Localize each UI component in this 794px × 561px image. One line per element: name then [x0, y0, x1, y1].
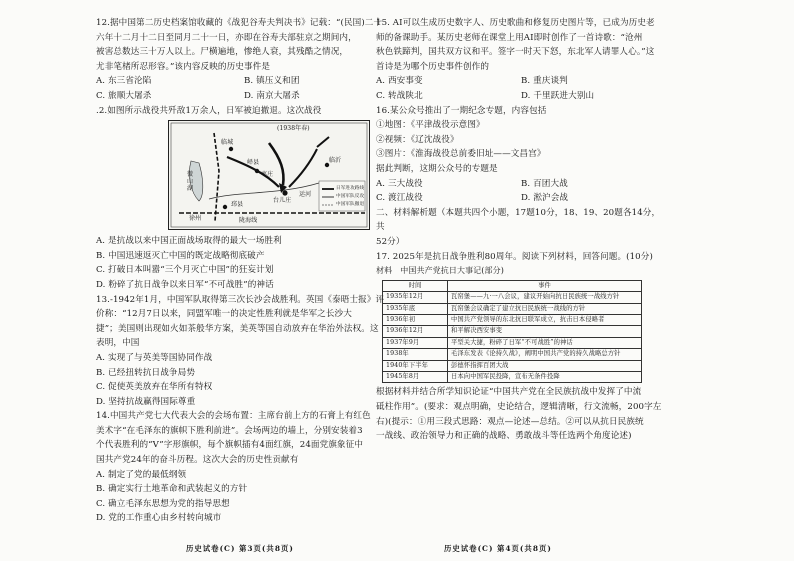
question-18: [376, 250, 666, 444]
railway-line: [214, 133, 219, 221]
question-18-prompt-line: 砥柱作用”。(要求：观点明确，史论结合，逻辑清晰，行文流畅，200字左: [376, 401, 662, 412]
question-17-item: ②视频：《辽沈战役》: [376, 134, 459, 145]
option-c: C. 转战陕北: [376, 90, 423, 101]
table-row: [383, 337, 642, 348]
option-a: A. 三大战役: [376, 178, 423, 189]
attack-arrow: [289, 149, 317, 187]
map-legend-item: 日军进攻路线: [336, 186, 365, 192]
table-cell-time: 1940年下半年: [383, 360, 448, 371]
table-cell-time: 1937年9月: [383, 337, 448, 348]
question-13-stem-line: .2.如图所示战役共歼敌1万余人，日军被迫撤退。这次战役: [96, 105, 322, 116]
table-cell-event: 平型关大捷，粉碎了日军“不可战胜”的神话: [448, 337, 642, 348]
map-town-label: 枣庄: [261, 171, 274, 179]
table-cell-event: 彭德怀指挥百团大战: [448, 360, 642, 371]
table-cell-time: 1938年: [383, 349, 448, 360]
question-14: [96, 293, 392, 410]
question-12-stem-line: 12.据中国第二历史档案馆收藏的《战犯谷寿夫判决书》记载：“(民国)二十: [96, 18, 383, 28]
question-14-stem-line: 捷”；美国则出现如火如茶般华方案，美英等国自动放弃在华治外法权。这: [96, 323, 379, 334]
question-14-stem-line: 13.-1942年1月，中国军队取得第三次长沙会战胜利。英国《泰晤士报》评: [96, 294, 385, 305]
question-16-stem-line: 首诗是为哪个历史事件创作的: [376, 61, 490, 72]
table-cell-event: 毛泽东发表《论持久战》，阐明中国共产党的持久战略总方针: [448, 349, 642, 360]
table-row: [383, 326, 642, 337]
question-12-stem-line: 尤非笔楮所忍形容。”该内容反映的历史事件是: [96, 61, 271, 72]
table-row: [383, 371, 642, 382]
option-a: A. 东三省沦陷: [96, 76, 152, 87]
option-a: A. 西安事变: [376, 76, 423, 87]
table-cell-time: 1936年12月: [383, 326, 448, 337]
option-c: C. 渡江战役: [376, 193, 423, 204]
table-row: [383, 314, 642, 325]
map-canal-label: 运河: [299, 191, 312, 199]
map-legend-item: 中国军队撤退: [336, 202, 365, 208]
option-c: C. 确立毛泽东思想为党的指导思想: [96, 498, 230, 509]
option-a: A. 是抗战以来中国正面战场取得的最大一场胜利: [96, 236, 282, 247]
question-15-stem-line: 国共产党24年的奋斗历程。这次大会的历史性贡献有: [96, 455, 299, 466]
question-16-stem-line: 秋色铁蹄判，国共双方议和平。签字一时天下怒，东北军人请罪人心。”这: [376, 47, 655, 58]
table-row: [383, 292, 642, 303]
question-12-options: [96, 74, 392, 103]
option-c: C. 促使英美放弃在华所有特权: [96, 382, 213, 393]
question-12-stem-line: 被害总数达三十万人以上。尸横遍地，惨绝人衰，其残酷之情况，: [96, 47, 349, 58]
table-cell-time: 1945年8月: [383, 371, 448, 382]
map-town-label: 峄县: [247, 159, 260, 167]
table-row: [383, 349, 642, 360]
map-town-label: 临沂: [329, 157, 342, 165]
table-cell-event: 瓦窑堡——九·一八会议，建议开始向抗日民族统一战线方针: [448, 292, 642, 303]
right-column: [376, 16, 666, 444]
question-17: [376, 104, 666, 206]
question-18-prompt-line: 右)(提示：①用三段式思路：观点—论述—总结。②可以从抗日民族统: [376, 416, 644, 427]
question-16-stem-line: 15. AI可以生成历史数字人、历史歌曲和修复历史图片等，已成为历史老: [376, 18, 655, 28]
map-legend-item: 中国军队反攻: [336, 194, 365, 200]
page-footer-right: 历史试卷(C) 第4页(共8页): [444, 544, 552, 553]
option-a: A. 制定了党的最低纲领: [96, 469, 187, 480]
option-b: B. 中国迅速返灭亡中国的既定战略彻底破产: [96, 250, 265, 261]
option-d: D. 千里跃进大别山: [521, 90, 595, 101]
option-b: B. 重庆谈判: [521, 76, 568, 87]
table-cell-event: 日本向中国军民投降，宣布无条件投降: [448, 371, 642, 382]
question-17-item: ①地图：《平津战役示意图》: [376, 120, 485, 131]
question-12: [96, 16, 392, 104]
question-15-stem-line: 个代表胜利的“V”字形旗帜，每个旗帜插有4面红旗，24面党旗象征中: [96, 440, 364, 451]
question-17-options: [376, 177, 666, 206]
option-d: D. 南京大屠杀: [244, 90, 300, 101]
table-cell-event: 和平解决西安事变: [448, 326, 642, 337]
question-17-item: ③图片：《淮海战役总前委旧址——文昌宫》: [376, 149, 546, 160]
map-town-label: 徐州: [189, 215, 202, 223]
table-cell-time: 1936年初: [383, 314, 448, 325]
option-d: D. 坚持抗战赢得国际尊重: [96, 396, 196, 407]
section-heading-line: 二、材料解析题（本题共四个小题，17题10分，18、19、20题各14分，共: [376, 207, 661, 233]
table-row: [383, 303, 642, 314]
option-d: D. 党的工作重心由乡村转向城市: [96, 513, 222, 524]
option-c: C. 旅顺大屠杀: [96, 90, 152, 101]
table-cell-time: 1935年底: [383, 303, 448, 314]
option-b: B. 确定实行土地革命和武装起义的方针: [96, 484, 248, 495]
question-16-stem-line: 师的备课助手。某历史老师在课堂上用AI即时创作了一首诗歌：“沧州: [376, 32, 643, 43]
question-18-prompt-line: 一战线、政治领导力和正确的战略、勇敢战斗等任选两个角度论述): [376, 431, 632, 442]
events-table: [382, 280, 642, 384]
table-row: [383, 360, 642, 371]
option-b: B. 百团大战: [521, 178, 568, 189]
question-15-stem-line: 14.中国共产党七大代表大会的会场布置：主席台前上方的石膏上有红色: [96, 411, 371, 422]
question-14-stem-line: 价称：“12月7日以来，同盟军唯一的决定性胜利就是华军之长沙大: [96, 309, 352, 320]
map-town-label: 台儿庄: [273, 197, 292, 205]
section-heading-line: 52分）: [376, 236, 405, 247]
question-18-prompt-line: 根据材料并结合所学知识论证“中国共产党在全民族抗战中发挥了中流: [376, 387, 642, 398]
map-year-label: (1938年春): [277, 125, 310, 133]
table-cell-event: 中国共产党领导的东北抗日联军成立，抗击日本侵略者: [448, 314, 642, 325]
section-2-heading: [376, 206, 666, 250]
map-railway-label: 陇海线: [239, 217, 258, 225]
table-cell-time: 1935年12月: [383, 292, 448, 303]
page-footer-left: 历史试卷(C) 第3页(共8页): [186, 544, 294, 553]
map-lake-label: 微山湖: [187, 171, 194, 193]
question-12-stem-line: 六年十二月十二日至同月二十一日，亦即在谷寿夫部驻京之期间内，: [96, 32, 357, 43]
map-town-label: 临城: [221, 139, 234, 147]
question-13: [96, 104, 392, 293]
question-15: [96, 409, 392, 526]
table-header-row: [383, 280, 642, 291]
question-16-options: [376, 74, 666, 103]
table-header-cell: 时间: [383, 280, 448, 291]
option-d: D. 粉碎了抗日战争以来日军“不可战胜”的神话: [96, 279, 274, 290]
table-cell-event: 瓦窑堡会议确定了建立抗日民族统一战线的方针: [448, 303, 642, 314]
option-b: B. 镇压义和团: [244, 76, 300, 87]
map-town-label: 邳县: [231, 201, 244, 209]
question-18-stem: 17. 2025年是抗日战争胜利80周年。阅读下列材料，回答问题。(10分): [376, 251, 653, 262]
question-14-stem-line: 表明，中国: [96, 338, 140, 349]
question-16: [376, 16, 666, 104]
material-title: 材料 中国共产党抗日大事记(部分): [376, 266, 504, 276]
question-17-stem: 16.某公众号推出了一期纪念专题，内容包括: [376, 105, 547, 116]
question-17-item: 据此判断，这期公众号的专题是: [376, 163, 498, 174]
option-b: B. 已经扭转抗日战争局势: [96, 367, 196, 378]
question-15-stem-line: 美术字“在毛泽东的旗帜下胜利前进”。会场两边的墙上，分别安装着3: [96, 425, 363, 436]
left-column: [96, 16, 392, 526]
option-d: D. 淞沪会战: [521, 193, 569, 204]
option-c: C. 打破日本叫嚣“三个月灭亡中国”的狂妄计划: [96, 265, 274, 276]
battle-map: [168, 120, 370, 230]
option-a: A. 实现了与英美等国协同作战: [96, 352, 213, 363]
table-header-cell: 事件: [448, 280, 642, 291]
